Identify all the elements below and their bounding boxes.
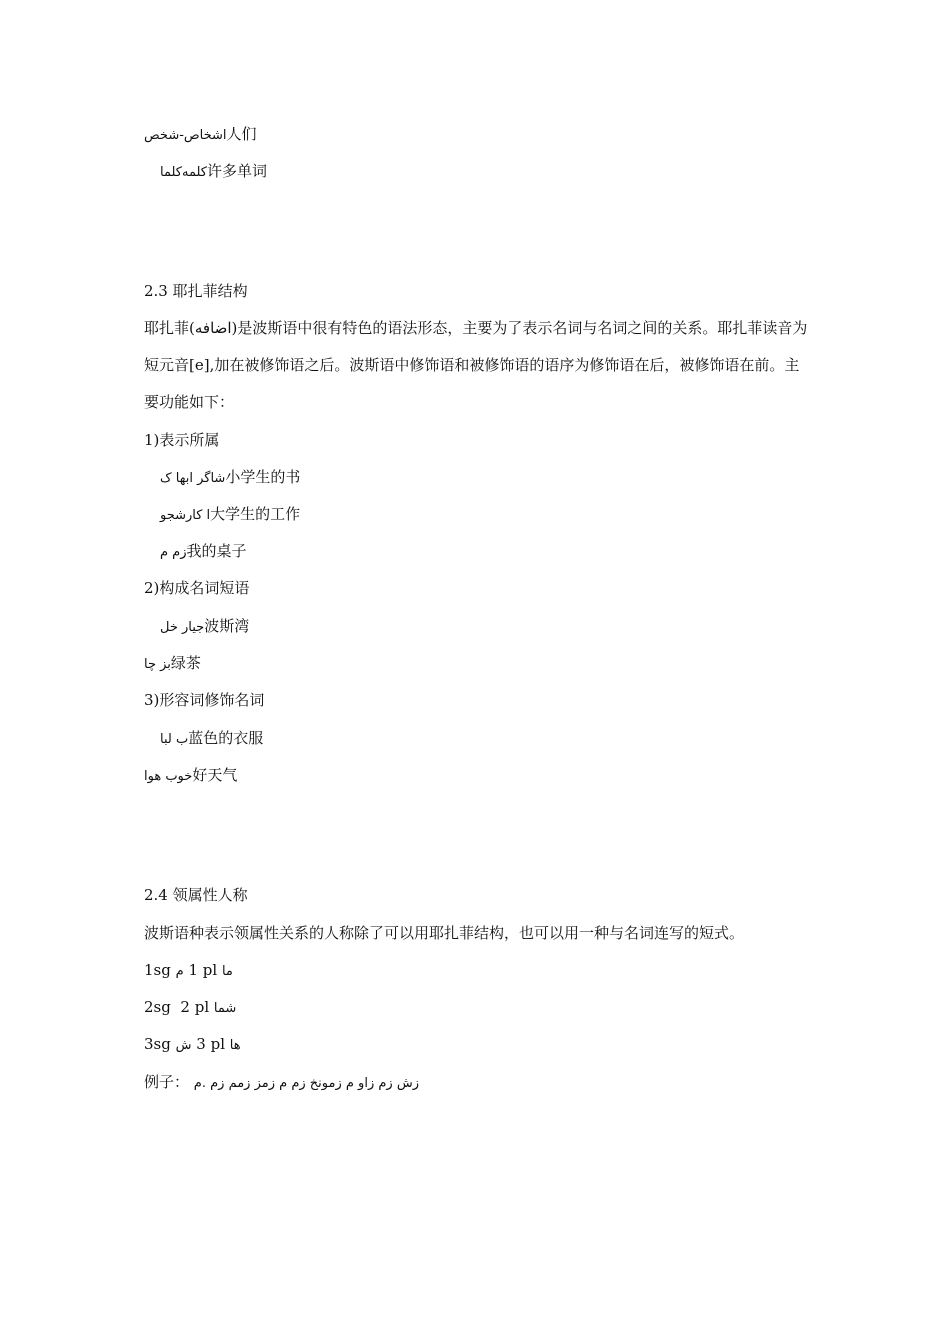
section-2-3-paragraph: 耶扎菲(اضافه)是波斯语中很有特色的语法形态，主要为了表示名词与名词之间的关系。耶扎菲读音为短元音[e],加在被修饰语之后。波斯语中修饰语和被修饰语的语序为修饰语在后，被修饰语在前。主要功能如下： [144,319,808,411]
function-label-3: 3)形容词修饰名词 [144,691,265,709]
chinese-gloss: 绿茶 [170,654,201,672]
plural-label: 2 pl [180,998,210,1016]
chinese-gloss: 我的桌子 [186,542,247,560]
intro-line-1 [144,124,257,146]
persian-text: شاگر ابها ک [160,471,226,486]
function-label-2: 2)构成名词短语 [144,579,250,597]
singular-label: 1sg [144,961,171,979]
chinese-gloss: 许多单词 [206,162,267,180]
persian-text: کلمه‌کلما [160,165,207,180]
person-row-1 [144,960,233,982]
example-line [160,504,300,526]
persian-text: اشخاص-شخص [144,128,227,143]
persian-text: خوب هوا [144,769,193,784]
chinese-gloss: 好天气 [192,766,238,784]
singular-label: 3sg [144,1035,171,1053]
plural-suffix: شما [213,1001,237,1016]
example-line [160,541,247,563]
chinese-gloss: 人们 [226,125,257,143]
chinese-gloss: 大学生的工作 [210,505,301,523]
section-heading-2-4: 2.4 领属性人称 [144,886,248,904]
example-line [144,653,201,675]
persian-text: بز چا [144,657,171,672]
plural-label: 1 pl [188,961,218,979]
chinese-gloss: 小学生的书 [225,468,301,486]
singular-label: 2sg [144,998,171,1016]
section-2-4-paragraph: 波斯语种表示领属性关系的人称除了可以用耶扎菲结构，也可以用一种与名词连写的短式。 [144,924,745,942]
singular-suffix: ش [175,1038,192,1053]
person-row-2 [144,997,236,1019]
persian-text: ب لبا [160,732,189,747]
section-heading-2-3: 2.3 耶扎菲结构 [144,282,248,300]
chinese-gloss: 波斯湾 [204,617,250,635]
plural-suffix: ها [229,1038,241,1053]
plural-suffix: ما [221,964,233,979]
persian-text: ا کارشجو [160,508,211,523]
person-row-3 [144,1034,241,1056]
plural-label: 3 pl [196,1035,225,1053]
intro-line-2 [160,161,267,183]
example-label: 例子： [144,1073,190,1091]
singular-suffix: م [175,964,184,979]
function-label-1: 1)表示所属 [144,431,220,449]
example-line [144,765,237,787]
chinese-gloss: 蓝色的衣服 [188,729,264,747]
example-line [160,616,249,638]
example-line [160,467,300,489]
example-line [160,728,263,750]
persian-example: زش زم زاو م زمونخ زم م زمز زمم زم .م [193,1076,419,1091]
example-sentence [144,1072,419,1094]
persian-text: جیار خل [160,620,205,635]
persian-text: زم م [160,545,187,560]
